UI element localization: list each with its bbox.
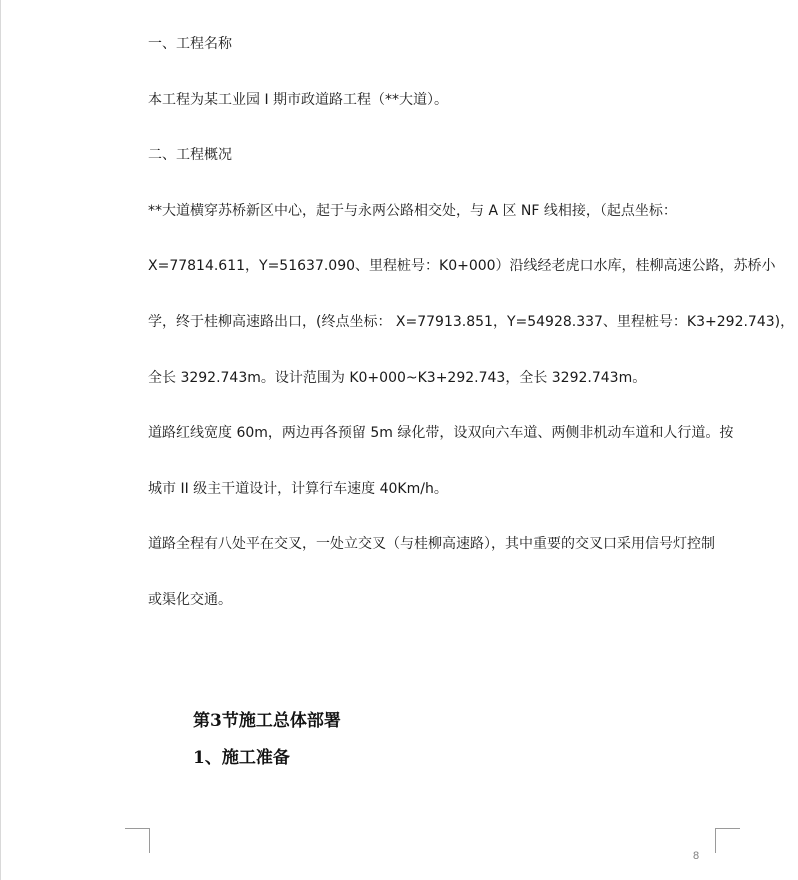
- section-heading: 第3节施工总体部署: [193, 711, 341, 731]
- paragraph-line: 或渠化交通。: [148, 592, 232, 608]
- paragraph-line: 本工程为某工业园 I 期市政道路工程（**大道）。: [148, 92, 449, 108]
- paragraph-line: X=77814.611，Y=51637.090、里程桩号：K0+000）沿线经老虎口水库，桂柳高速公路，苏桥小: [148, 258, 776, 274]
- crop-mark-left: [125, 828, 150, 853]
- paragraph-line: 全长 3292.743m。设计范围为 K0+000~K3+292.743，全长 3292.743m。: [148, 370, 647, 386]
- paragraph-line: 城市 II 级主干道设计，计算行车速度 40Km/h。: [148, 481, 448, 497]
- page-number: 8: [693, 850, 700, 862]
- paragraph-line: 学，终于桂柳高速路出口，(终点坐标： X=77913.851，Y=54928.337、里程桩号：K3+292.743)，: [148, 314, 795, 330]
- section-title-project-overview: 二、工程概况: [148, 147, 232, 163]
- paragraph-line: 道路全程有八处平在交叉，一处立交叉（与桂柳高速路），其中重要的交叉口采用信号灯控制: [148, 536, 715, 552]
- subsection-heading: 1、施工准备: [193, 748, 290, 768]
- section-title-project-name: 一、工程名称: [148, 36, 232, 52]
- paragraph-line: 道路红线宽度 60m，两边再各预留 5m 绿化带，设双向六车道、两侧非机动车道和人行道。按: [148, 425, 734, 441]
- crop-mark-right: [715, 828, 740, 853]
- paragraph-line: **大道横穿苏桥新区中心，起于与永两公路相交处，与 A 区 NF 线相接，（起点坐标：: [148, 203, 677, 219]
